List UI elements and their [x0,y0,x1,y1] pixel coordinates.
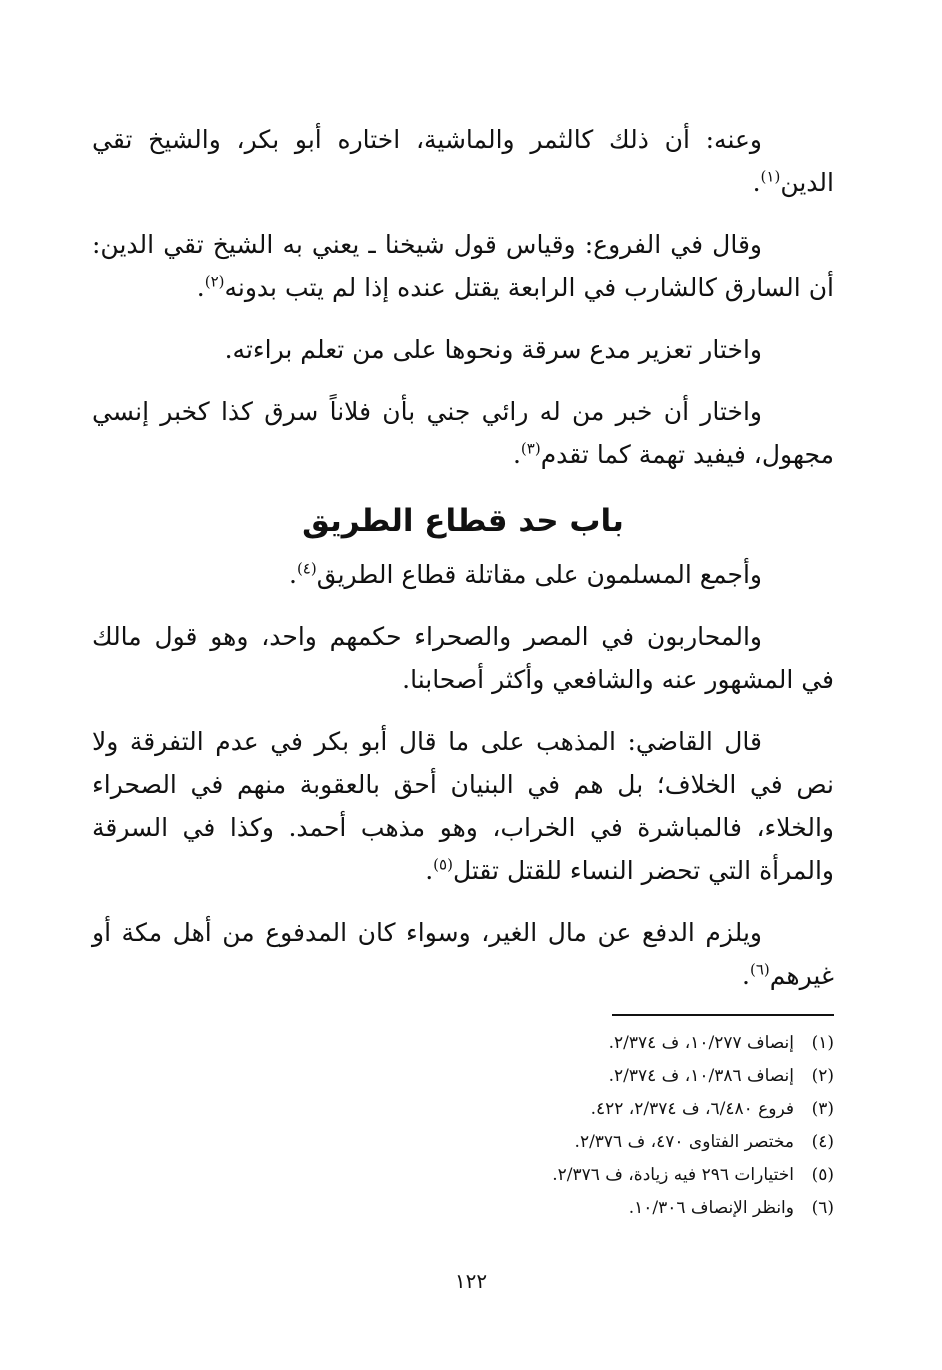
body-text-top [92,118,834,495]
footnote-number: (٦) [811,1198,834,1218]
paragraph: واختار تعزير مدع سرقة ونحوها على من تعلم براءته. [224,335,762,364]
body-text-bottom [92,553,834,1016]
paragraph: ويلزم الدفع عن مال الغير، وسواء كان المدفوع من أهل مكة أو غيرهم$^{(٦)}$. [92,918,834,990]
paragraph: قال القاضي: المذهب على ما قال أبو بكر في عدم التفرقة ولا نص في الخلاف؛ بل هم في البنيان أحق بالعقوبة منهم في الصحراء والخلاء، فالمباشرة في الخراب، وهو مذهب أحمد. وكذا في السرقة والمرأة التي تحضر النساء للقتل تقتل$^{(٥)}$. [92,727,834,885]
paragraph: وقال في الفروع: وقياس قول شيخنا ـ يعني به الشيخ تقي الدين: أن السارق كالشارب في الرابعة يقتل عنده إذا لم يتب بدونه$^{(٢)}$. [92,230,834,302]
paragraph: واختار أن خبر من له رائي جني بأن فلاناً سرق كذا كخبر إنسي مجهول، فيفيد تهمة كما تقدم$^{(٣)}$. [92,397,834,469]
footnote-text: إنصاف ١٠/٢٧٧، ف ٢/٣٧٤. [608,1033,794,1053]
paragraph: وعنه: أن ذلك كالثمر والماشية، اختاره أبو بكر، والشيخ تقي الدين$^{(١)}$. [92,125,834,197]
section-heading: باب حد قطاع الطريق [302,503,624,539]
footnotes-list [374,1027,834,1225]
footnote-ref[interactable]: (٦) [749,960,770,979]
footnote-text: فروع ٦/٤٨٠، ف ٢/٣٧٤، ٤٢٢. [590,1099,794,1119]
footnote-divider [612,1014,834,1016]
footnote-item [374,1093,834,1126]
footnote-item [374,1060,834,1093]
footnote-number: (٥) [811,1165,834,1185]
page-number: ١٢٢ [454,1269,488,1293]
footnote-ref[interactable]: (٣) [520,439,541,458]
footnote-item [374,1027,834,1060]
footnote-ref[interactable]: (٤) [296,559,317,578]
footnote-number: (٢) [811,1066,834,1086]
footnote-text: مختصر الفتاوى ٤٧٠، ف ٢/٣٧٦. [574,1132,794,1152]
paragraph: وأجمع المسلمون على مقاتلة قطاع الطريق$^{(٤)}$. [288,559,762,589]
footnote-item [374,1159,834,1192]
footnote-ref[interactable]: (٢) [204,272,225,291]
footnote-number: (٤) [811,1132,834,1152]
footnote-text: إنصاف ١٠/٣٨٦، ف ٢/٣٧٤. [608,1066,794,1086]
paragraph: والمحاربون في المصر والصحراء حكمهم واحد، وهو قول مالك في المشهور عنه والشافعي وأكثر أصحابنا. [92,622,834,694]
footnote-text: وانظر الإنصاف ١٠/٣٠٦. [628,1198,794,1218]
footnote-number: (٣) [811,1099,834,1119]
footnote-text: اختيارات ٢٩٦ فيه زيادة، ف ٢/٣٧٦. [552,1165,794,1185]
footnote-number: (١) [811,1033,834,1053]
footnote-item [374,1126,834,1159]
footnote-item [374,1192,834,1225]
footnote-ref[interactable]: (٥) [433,855,453,874]
footnote-ref[interactable]: (١) [760,167,781,186]
